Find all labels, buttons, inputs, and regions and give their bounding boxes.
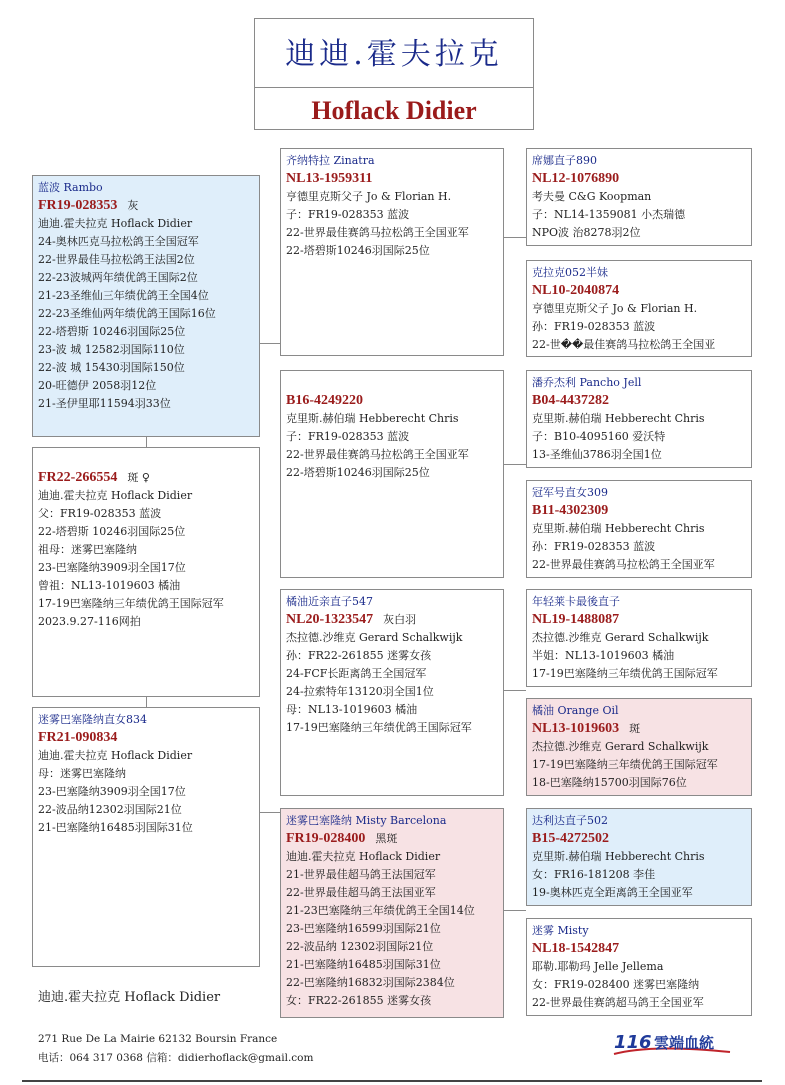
card-g8-line: 女：FR19-028400 迷雾巴塞隆纳 [532, 978, 700, 991]
card-sibling-line: 父：FR19-028353 蓝波 [38, 507, 162, 520]
wire-s2-out [504, 464, 526, 465]
wire-sibling-dam [146, 697, 147, 707]
card-s4-line: 22-巴塞隆纳16832羽国际2384位 [286, 976, 455, 989]
card-g4-line: 22-世界最佳赛鸽马拉松鸽王全国亚军 [532, 558, 715, 571]
card-g3-ring: B04-4437282 [532, 393, 609, 408]
card-dam-line: 母：迷雾巴塞隆纳 [38, 767, 126, 780]
card-g5-ring: NL19-1488087 [532, 612, 620, 627]
card-g1-line: 子：NL14-1359081 小杰瑞德 [532, 208, 686, 221]
card-g3-line: 13-圣维仙3786羽全国1位 [532, 448, 662, 461]
card-s2-ring: B16-4249220 [286, 393, 363, 408]
card-subject-ring: FR19-028353 灰 [38, 198, 139, 213]
card-s3-name: 橘油近亲直子547 [286, 595, 373, 608]
card-g7-line: 19-奥林匹克全距离鸽王全国亚军 [532, 886, 693, 899]
brand-logo-number: 116 [614, 1032, 652, 1053]
card-g7-name: 达利达直子502 [532, 814, 608, 827]
card-g6 [526, 698, 752, 796]
card-g8-ring: NL18-1542847 [532, 941, 620, 956]
card-s4-line: 21-世界最佳超马鸽王法国冠军 [286, 868, 436, 881]
card-g2-ring: NL10-2040874 [532, 283, 620, 298]
card-subject-line: 22-23波城两年绩优鸽王国际2位 [38, 271, 198, 284]
card-s3-line: 24-拉索特年13120羽全国1位 [286, 685, 434, 698]
card-g7 [526, 808, 752, 906]
card-g4 [526, 480, 752, 578]
card-s1-line: 子：FR19-028353 蓝波 [286, 208, 410, 221]
card-s4-color: 黑斑 [375, 832, 398, 845]
card-g7-line: 克里斯.赫伯瑞 Hebberecht Chris [532, 850, 705, 863]
card-s1-name: 齐纳特拉 Zinatra [286, 154, 375, 167]
card-s2-line: 子：FR19-028353 蓝波 [286, 430, 410, 443]
wire-s3-out [504, 690, 526, 691]
card-subject-color: 灰 [127, 199, 139, 212]
card-g4-name: 冠军号直女309 [532, 486, 608, 499]
card-g8 [526, 918, 752, 1016]
card-dam [32, 707, 260, 967]
card-s3-line: 母：NL13-1019603 橘油 [286, 703, 418, 716]
card-dam-name: 迷雾巴塞隆纳直女834 [38, 713, 147, 726]
card-s3-ring: NL20-1323547 灰白羽 [286, 612, 417, 627]
card-s3-line: 24-FCF长距离鸽王全国冠军 [286, 667, 427, 680]
card-g5-line: 半姐：NL13-1019603 橘油 [532, 649, 675, 662]
card-s1-line: 22-世界最佳赛鸽马拉松鸽王全国亚军 [286, 226, 469, 239]
card-g2-name: 克拉克052半妹 [532, 266, 608, 279]
card-dam-line: 迪迪.霍夫拉克 Hoflack Didier [38, 749, 193, 762]
card-subject-line: 22-23圣维仙两年绩优鸽王国际16位 [38, 307, 216, 320]
brand-logo [612, 1030, 732, 1058]
header-divider [255, 87, 533, 88]
card-g4-ring: B11-4302309 [532, 503, 609, 518]
card-sibling [32, 447, 260, 697]
card-dam-ring: FR21-090834 [38, 730, 118, 745]
card-sibling-line: 祖母：迷雾巴塞隆纳 [38, 543, 137, 556]
card-g5-line: 杰拉德.沙维克 Gerard Schalkwijk [532, 631, 709, 644]
card-s4-name: 迷雾巴塞隆纳 Misty Barcelona [286, 814, 447, 827]
card-s1-line: 22-塔碧斯10246羽国际25位 [286, 244, 430, 257]
card-subject-line: 21-23圣维仙三年绩优鸽王全国4位 [38, 289, 209, 302]
header-title-cn: 迪迪.霍夫拉克 [285, 37, 503, 72]
card-g8-line: 耶勒.耶勒玛 Jelle Jellema [532, 960, 664, 973]
card-s4-line: 迪迪.霍夫拉克 Hoflack Didier [286, 850, 441, 863]
card-s2-line: 克里斯.赫伯瑞 Hebberecht Chris [286, 412, 459, 425]
card-g8-line: 22-世界最佳赛鸽超马鸽王全国亚军 [532, 996, 704, 1009]
brand-logo-graphic [612, 1030, 732, 1058]
card-g3-line: 子：B10-4095160 爱沃特 [532, 430, 666, 443]
card-dam-line: 23-巴塞隆纳3909羽全国17位 [38, 785, 186, 798]
card-g6-line: 17-19巴塞隆纳三年绩优鸽王国际冠军 [532, 758, 718, 771]
card-g1-line: 考夫曼 C&G Koopman [532, 190, 652, 203]
card-s4-ring: FR19-028400 黑斑 [286, 831, 398, 846]
card-s4-line: 23-巴塞隆纳16599羽国际21位 [286, 922, 441, 935]
footer-breeder-name: 迪迪.霍夫拉克 Hoflack Didier [38, 990, 221, 1005]
card-g1-name: 席娜直子890 [532, 154, 597, 167]
card-g2 [526, 260, 752, 357]
card-dam-line: 22-波品纳12302羽国际21位 [38, 803, 182, 816]
header-title-en: Hoflack Didier [311, 96, 477, 125]
wire-subject-out [260, 343, 280, 344]
card-s4-line: 22-波品纳 12302羽国际21位 [286, 940, 434, 953]
card-sibling-ring: FR22-266554 斑 ♀ [38, 470, 150, 485]
card-subject-line: 22-波 城 15430羽国际150位 [38, 361, 185, 374]
card-subject-line: 22-世界最佳马拉松鸽王法国2位 [38, 253, 195, 266]
card-g5-line: 17-19巴塞隆纳三年绩优鸽王国际冠军 [532, 667, 718, 680]
card-g6-line: 18-巴塞隆纳15700羽国际76位 [532, 776, 687, 789]
card-sibling-line: 23-巴塞隆纳3909羽全国17位 [38, 561, 186, 574]
footer-contact: 电话：064 317 0368 信箱：didierhoflack@gmail.com [38, 1052, 314, 1064]
card-s4-line: 22-世界最佳超马鸽王法国亚军 [286, 886, 436, 899]
card-g6-color: 斑 [629, 722, 641, 735]
card-subject [32, 175, 260, 437]
card-g3 [526, 370, 752, 468]
card-subject-line: 22-塔碧斯 10246羽国际25位 [38, 325, 186, 338]
card-s3-line: 孙：FR22-261855 迷雾女孩 [286, 649, 432, 662]
card-s4-line: 21-巴塞隆纳16485羽国际31位 [286, 958, 441, 971]
card-s1 [280, 148, 504, 356]
card-sibling-line: 迪迪.霍夫拉克 Hoflack Didier [38, 489, 193, 502]
card-sibling-color: 斑 ♀ [127, 471, 150, 484]
card-s4 [280, 808, 504, 1018]
card-subject-line: 23-波 城 12582羽国际110位 [38, 343, 185, 356]
card-s2-line: 22-塔碧斯10246羽国际25位 [286, 466, 430, 479]
card-s2 [280, 370, 504, 578]
card-s2-name [286, 375, 498, 391]
card-g5 [526, 589, 752, 687]
footer-address: 271 Rue De La Mairie 62132 Boursin France [38, 1033, 278, 1045]
card-sibling-line: 22-塔碧斯 10246羽国际25位 [38, 525, 186, 538]
card-subject-line: 20-旺德伊 2058羽12位 [38, 379, 157, 392]
card-g7-line: 女：FR16-181208 李佳 [532, 868, 656, 881]
header-box [254, 18, 534, 130]
card-g4-line: 孙：FR19-028353 蓝波 [532, 540, 656, 553]
card-s4-line: 21-23巴塞隆纳三年绩优鸽王全国14位 [286, 904, 475, 917]
wire-dam-out [260, 812, 280, 813]
card-g5-name: 年轻莱卡最後直子 [532, 595, 620, 608]
card-g3-line: 克里斯.赫伯瑞 Hebberecht Chris [532, 412, 705, 425]
card-g1-ring: NL12-1076890 [532, 171, 620, 186]
card-s3 [280, 589, 504, 796]
card-s3-color: 灰白羽 [383, 613, 417, 626]
card-g7-ring: B15-4272502 [532, 831, 609, 846]
card-g6-line: 杰拉德.沙维克 Gerard Schalkwijk [532, 740, 709, 753]
card-g3-name: 潘乔杰利 Pancho Jell [532, 376, 642, 389]
card-dam-line: 21-巴塞隆纳16485羽国际31位 [38, 821, 193, 834]
wire-s1-out [504, 237, 526, 238]
card-g8-name: 迷雾 Misty [532, 924, 589, 937]
card-s4-line: 女：FR22-261855 迷雾女孩 [286, 994, 432, 1007]
card-subject-name: 蓝波 Rambo [38, 181, 103, 194]
card-g2-line: 亨德里克斯父子 Jo & Florian H. [532, 302, 698, 315]
card-g2-line: 22-世��最佳赛鸽马拉松鸽王全国亚 [532, 338, 716, 351]
card-sibling-line: 17-19巴塞隆纳三年绩优鸽王国际冠军 [38, 597, 224, 610]
card-s3-line: 17-19巴塞隆纳三年绩优鸽王国际冠军 [286, 721, 472, 734]
card-sibling-line: 2023.9.27-116网拍 [38, 615, 141, 628]
card-subject-line: 24-奥林匹克马拉松鸽王全国冠军 [38, 235, 199, 248]
card-g6-ring: NL13-1019603 斑 [532, 721, 641, 736]
bottom-divider [22, 1080, 762, 1082]
card-g1 [526, 148, 752, 246]
card-g4-line: 克里斯.赫伯瑞 Hebberecht Chris [532, 522, 705, 535]
card-g1-line: NPO波 治8278羽2位 [532, 226, 641, 239]
wire-subject-sibling [146, 437, 147, 447]
wire-s4-out [504, 910, 526, 911]
card-sibling-name [38, 452, 254, 468]
brand-logo-text: 雲端血統 [654, 1034, 715, 1052]
card-sibling-line: 曾祖：NL13-1019603 橘油 [38, 579, 181, 592]
card-s3-line: 杰拉德.沙维克 Gerard Schalkwijk [286, 631, 463, 644]
card-subject-line: 迪迪.霍夫拉克 Hoflack Didier [38, 217, 193, 230]
card-subject-line: 21-圣伊里耶11594羽33位 [38, 397, 171, 410]
card-s2-line: 22-世界最佳赛鸽马拉松鸽王全国亚军 [286, 448, 469, 461]
card-s1-line: 亨德里克斯父子 Jo & Florian H. [286, 190, 452, 203]
card-g2-line: 孙：FR19-028353 蓝波 [532, 320, 656, 333]
card-g6-name: 橘油 Orange Oil [532, 704, 619, 717]
card-s1-ring: NL13-1959311 [286, 171, 373, 186]
